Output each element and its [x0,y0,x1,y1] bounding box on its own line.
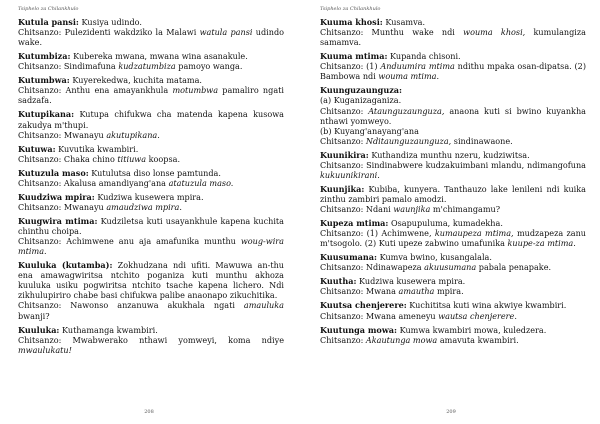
text-segment: Kumwa kwambiri mowa, kuledzera. [397,324,547,335]
page-number: 208 [144,409,154,415]
entry-line [320,126,586,136]
entry-line [18,27,284,47]
entry-definition [18,75,284,85]
text-segment: Kuchititsa kuti wina akwiye kwambiri. [406,300,567,311]
headword: Kuudziwa mpira: [18,191,95,202]
entry-definition [18,216,284,236]
text-segment: anaona kuti si bwino kuyankha nthawi yomweyo. [320,105,586,126]
dictionary-entry [18,17,284,47]
entry-definition [18,325,284,335]
headword: Kuunjika: [320,183,365,194]
text-segment: Chitsanzo: Mwanayu [18,201,107,212]
text-segment: Chitsanzo: Pulezidenti wakdziko la Malawi [18,27,200,38]
entry-line [320,204,586,214]
dictionary-entry [18,75,284,105]
italic-term: Anduumira mtima [380,61,455,72]
text-segment: Chitsanzo: Ndinawapeza [320,262,425,273]
italic-term: atatuzula maso. [168,177,234,188]
italic-term: watula pansi [199,27,253,38]
entry-definition [18,144,284,154]
entry-line [320,286,586,296]
text-segment: mpira. [434,286,464,297]
italic-term: woug-wira mtima. [18,236,284,257]
italic-term: wautsa chenjerere. [438,310,517,321]
text-segment: bwanji? [18,310,50,321]
entry-definition [320,85,586,95]
headword: Kupeza mtima: [320,218,389,229]
italic-term: amauluka [243,300,284,311]
italic-term: amautha [398,286,435,297]
text-segment: Chitsanzo: (1) [320,61,381,72]
text-segment: Kutulutsa diso lonse pamtunda. [88,167,221,178]
dictionary-entry [320,252,586,272]
dictionary-entry [18,109,284,139]
text-segment: amavuta kwambiri. [437,334,519,345]
italic-term: kukuunikirani. [320,169,380,180]
entry-line [18,335,284,355]
text-segment: Kuvutika kwambiri. [55,143,139,154]
text-segment: Kubiba, kunyera. Tanthauzo lake lenileni ndi kuika zinthu zambiri pamalo amodzi. [320,183,586,205]
text-segment: Chitsanzo: Anthu ena amayankhula [18,85,173,96]
text-segment: pabala penapake. [476,262,552,273]
headword: Kutumbiza: [18,51,71,62]
left-page [14,0,284,424]
text-segment: Chitsanzo: [320,135,366,146]
dictionary-entry [320,85,586,146]
headword: Kutuwa: [18,143,56,154]
text-segment: Kudziletsa kuti usayankhule kapena kuchita chinthu choipa. [18,215,284,236]
text-segment: Chitsanzo: Ndani [320,204,394,215]
entry-definition [320,325,586,335]
entry-line [320,61,586,81]
entry-line [18,130,284,140]
italic-term: kumaupeza mtima, [434,228,514,239]
text-segment: sindinawaone. [451,135,513,146]
dictionary-entry [18,51,284,71]
entry-definition [320,184,586,204]
text-segment: Chitsanzo: Mwana [320,286,399,297]
text-segment: Chitsanzo: [320,334,366,345]
text-segment: Kupanda chisoni. [387,51,461,62]
right-page [316,0,586,424]
text-segment: Chitsanzo: Nawonso anzanuwa akukhala ngati [18,300,244,311]
text-segment: Kusamva. [382,17,426,27]
dictionary-entry [320,17,586,47]
text-segment: Chitsanzo: Munthu wake ndi [320,27,464,38]
dictionary-entry [320,325,586,345]
text-segment: Kuthandiza munthu nzeru, kudziwitsa. [368,149,530,160]
text-segment: pamoyo wanga. [175,61,243,72]
italic-term: akutupikana. [106,129,160,140]
text-segment: Chitsanzo: Mwanayu [18,129,107,140]
entry-line [320,335,586,345]
dictionary-entry [320,184,586,214]
headword: Kutumbwa: [18,75,70,86]
entry-line [320,160,586,180]
page-number: 209 [446,409,456,415]
entry-definition [18,109,284,129]
text-segment: Kubereka mwana, mwana wina asanakule. [70,51,248,62]
dictionary-entry [18,192,284,212]
headword: Kutupikana: [18,109,75,120]
entry-definition [18,192,284,202]
italic-term: Ataunguzaunguza, [368,105,445,116]
dictionary-entry [18,168,284,188]
dictionary-entry [18,144,284,164]
italic-term: Nditaunguzaunguza, [365,135,452,146]
text-segment: mudzapeza zanu m'tsogolo. (2) Kuti upeze zabwino umafunika [320,228,586,249]
text-segment: Chitsanzo: Akalusa amandiyang'ana [18,177,169,188]
italic-term: wouma khosi, [463,27,526,38]
headword: Kuutha: [320,276,357,287]
dictionary-entry [320,276,586,296]
headword: Kuunguzaunguza: [320,85,403,96]
dictionary-entry [18,260,284,321]
entry-line [320,95,586,105]
text-segment: Chitsanzo: Sindimafuna [18,61,119,72]
headword: Kuugwira mtima: [18,215,98,226]
headword: Kuuluka: [18,324,60,335]
text-segment: Kusiya udindo. [78,17,142,27]
entry-line [18,85,284,105]
entry-line [18,154,284,164]
text-segment: koopsa. [146,153,181,164]
entry-line [18,202,284,212]
italic-term: amaudziwa mpira. [106,201,182,212]
text-segment: kumulangiza samamva. [320,27,586,48]
text-segment: ndithu mpaka osan-dipatsa. (2) Bambowa ndi [320,61,586,82]
text-segment: Kuthamanga kwambiri. [59,324,158,335]
text-segment: Kutupa chifukwa cha matenda kapena kusowa zakudya m'thupi. [18,109,284,130]
text-segment: m'chimangamu? [430,204,501,215]
italic-term: akuusumana [424,262,477,273]
text-segment: Chitsanzo: Mwana ameneyu [320,310,439,321]
entry-line [320,136,586,146]
headword: Kuuma mtima: [320,51,388,62]
text-segment: Chitsanzo: [320,105,369,116]
italic-term: kuupe-za mtima. [507,238,576,249]
headword: Kuuma khosi: [320,17,383,27]
entry-definition [320,17,586,27]
text-segment: (b) Kuyang'anayang'ana [320,125,419,136]
italic-term: Akautunga mowa [365,334,438,345]
headword: Kuusumana: [320,252,377,263]
headword: Kuutunga mowa: [320,324,398,335]
italic-term: titiuwa [117,153,147,164]
text-segment: Chitsanzo: Mwabwerako nthawi yomweyi, koma ndiye [18,334,284,345]
text-segment: Chitsanzo: (1) Achimwene, [320,228,435,239]
headword: Kutuzula maso: [18,167,89,178]
text-segment: Chitsanzo: Chaka chino [18,153,118,164]
italic-term: mwaulukatu! [18,344,72,355]
dictionary-entry [320,218,586,248]
entry-line [18,300,284,320]
dictionary-entry [320,51,586,81]
entry-definition [18,260,284,300]
dictionary-entry [320,300,586,320]
headword: Kuunikira: [320,149,369,160]
entry-line [18,61,284,71]
dictionary-entry [18,216,284,256]
italic-term: motumbwa [172,85,219,96]
text-segment: (a) Kuganizaganiza. [320,95,402,106]
headword: Kutula pansi: [18,17,79,27]
headword: Kuutsa chenjerere: [320,300,407,311]
entry-list [320,17,586,349]
dictionary-entry [320,150,586,180]
entry-definition [18,17,284,27]
text-segment: Chitsanzo: Sindinabwere kudzakuimbani mlandu, ndimangofuna [320,159,586,170]
headword: Kuuluka (kutamba): [18,260,113,271]
text-segment: Chitsanzo: Achimwene anu aja amafunika munthu [18,236,241,247]
dictionary-entry [18,325,284,355]
entry-line [320,106,586,126]
text-segment: Kudziwa kusewera mpira. [356,276,466,287]
entry-line [320,262,586,272]
entry-definition [18,51,284,61]
running-head: Tsiphelo za Chilankhulo [320,6,381,12]
text-segment: Kudziwa kusewera mpira. [94,191,204,202]
entry-list [18,17,284,359]
italic-term: wouma mtima. [378,71,440,82]
entry-line [320,311,586,321]
text-segment: udindo wake. [18,27,285,48]
entry-line [18,178,284,188]
entry-definition [320,300,586,310]
italic-term: waunjika [393,204,431,215]
entry-definition [320,252,586,262]
text-segment: Zokhudzana ndi ufiti. Mawuwa an-thu ena amawagwiritsa ntchito poganiza kuti munthu akhoza kuuluka usiku pogwiritsa ntchito tsache kapena lichero. Ndi zikhulupiriro chabe basi chifukwa palibe anaonapo zikuchitika. [18,260,284,301]
entry-line [320,27,586,47]
entry-definition [320,276,586,286]
text-segment: Osapupuluma, kumadekha. [388,218,503,229]
italic-term: kudzatumbiza [118,61,176,72]
text-segment: Kuyerekedwa, kuchita matama. [69,75,202,86]
entry-definition [320,218,586,228]
entry-definition [18,168,284,178]
text-segment: pamaliro ngati sadzafa. [18,85,284,106]
running-head: Tsiphelo za Chilankhulo [18,6,79,12]
entry-line [320,228,586,248]
entry-line [18,236,284,256]
text-segment: Kumva bwino, kusangalala. [377,252,492,263]
entry-definition [320,150,586,160]
entry-definition [320,51,586,61]
